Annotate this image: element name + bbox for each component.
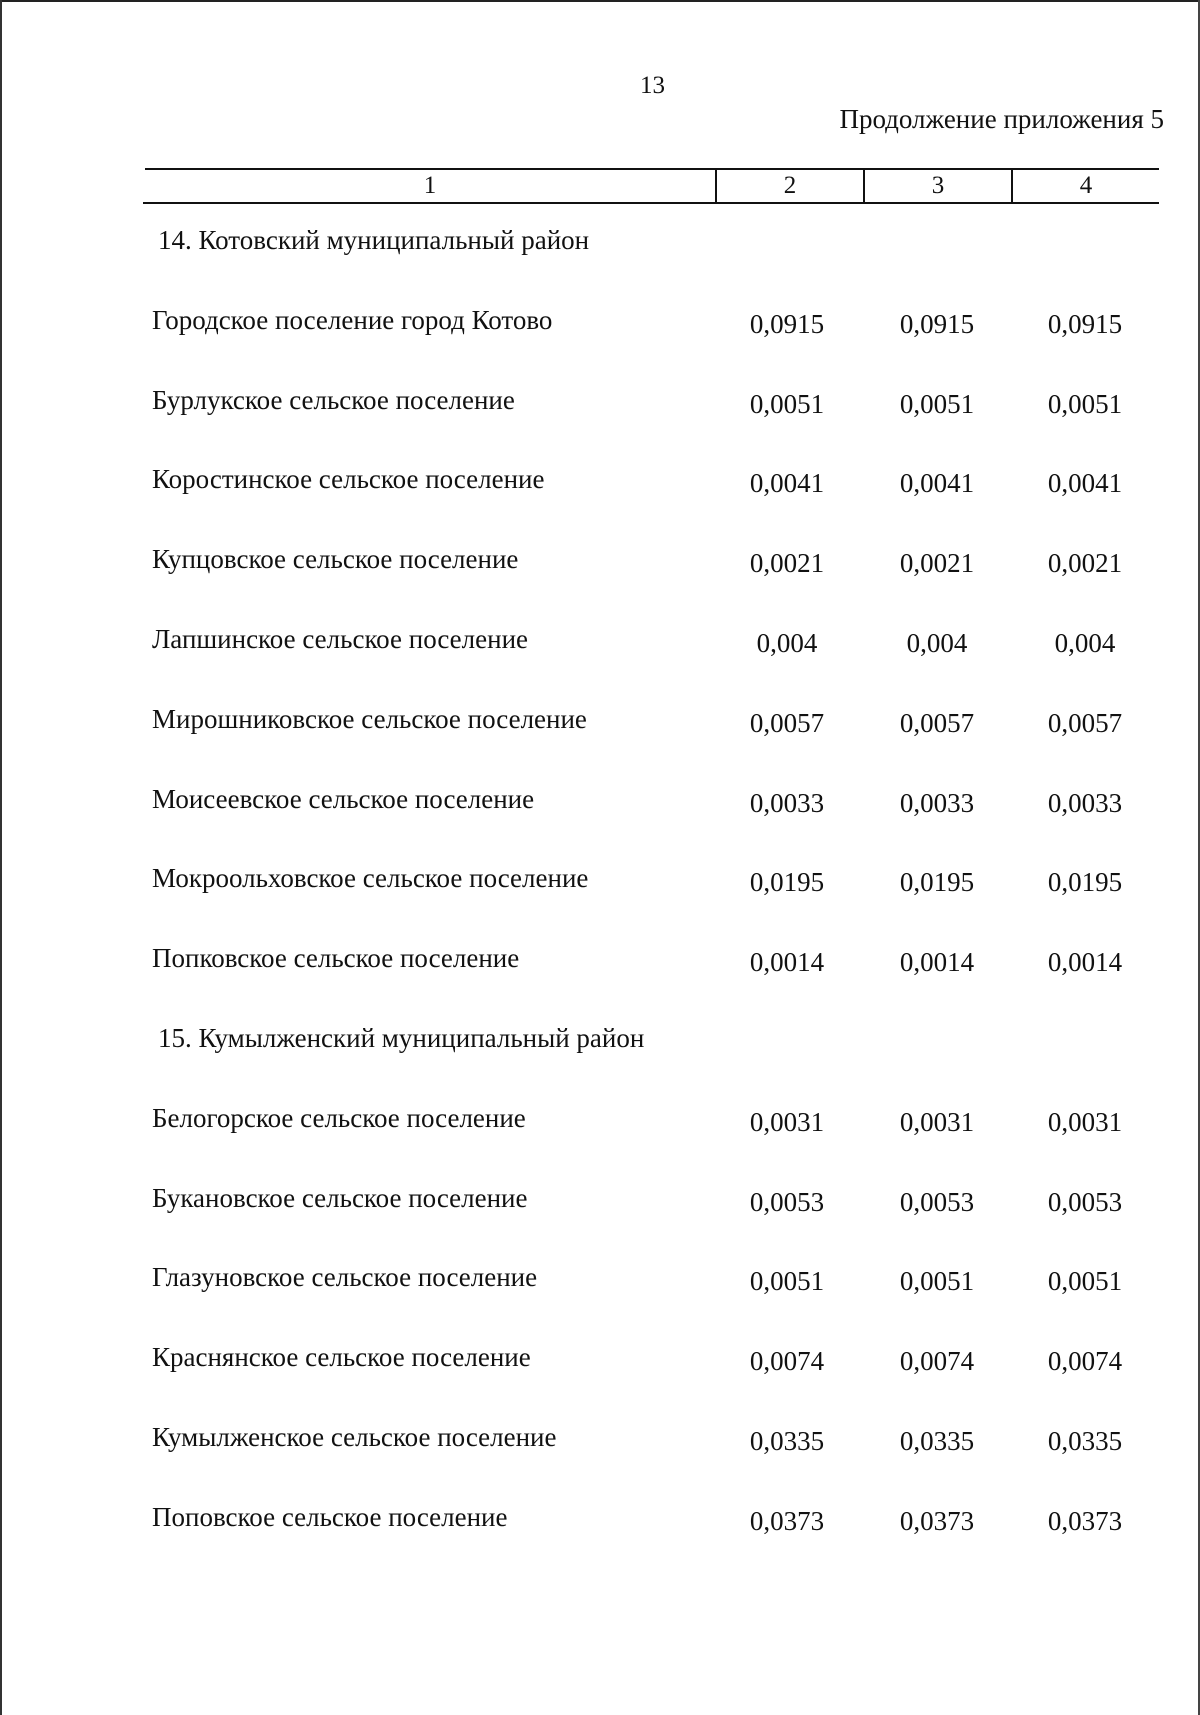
value-col-2: 0,004 [756, 628, 818, 658]
value-col-3: 0,0074 [899, 1346, 975, 1376]
table-row [0, 1342, 1200, 1382]
settlement-name: Кумылженское сельское поселение [152, 1422, 557, 1452]
settlement-name: Городское поселение город Котово [152, 305, 553, 335]
settlement-name: Мирошниковское сельское поселение [152, 704, 587, 734]
value-col-4: 0,0033 [1047, 788, 1123, 818]
value-col-3: 0,0053 [899, 1187, 975, 1217]
value-col-3: 0,0051 [899, 1266, 975, 1296]
value-col-2: 0,0051 [749, 1266, 825, 1296]
settlement-name: Моисеевское сельское поселение [152, 784, 535, 814]
table-row [0, 943, 1200, 983]
settlement-name: Белогорское сельское поселение [152, 1103, 526, 1133]
settlement-name: Лапшинское сельское поселение [152, 624, 529, 654]
value-col-3: 0,0195 [899, 867, 975, 897]
table-row [0, 464, 1200, 504]
value-col-2: 0,0041 [749, 468, 825, 498]
value-col-3: 0,0051 [899, 389, 975, 419]
value-col-4: 0,0074 [1047, 1346, 1123, 1376]
settlement-name: Мокроольховское сельское поселение [152, 863, 589, 893]
value-col-4: 0,0051 [1047, 389, 1123, 419]
value-col-3: 0,0014 [899, 947, 975, 977]
value-col-4: 0,0195 [1047, 867, 1123, 897]
value-col-3: 0,0373 [899, 1506, 975, 1536]
table-row [0, 1262, 1200, 1302]
value-col-4: 0,0373 [1047, 1506, 1123, 1536]
district-name: 14. Котовский муниципальный район [158, 225, 590, 255]
value-col-3: 0,0335 [899, 1426, 975, 1456]
value-col-3: 0,0033 [899, 788, 975, 818]
value-col-2: 0,0057 [749, 708, 825, 738]
value-col-2: 0,0014 [749, 947, 825, 977]
value-col-4: 0,0051 [1047, 1266, 1123, 1296]
value-col-4: 0,0021 [1047, 548, 1123, 578]
value-col-4: 0,0031 [1047, 1107, 1123, 1137]
settlement-name: Попковское сельское поселение [152, 943, 520, 973]
value-col-2: 0,0031 [749, 1107, 825, 1137]
table-row [0, 704, 1200, 744]
district-name: 15. Кумылженский муниципальный район [158, 1023, 645, 1053]
value-col-2: 0,0915 [749, 309, 825, 339]
header-bottom-rule [143, 202, 1159, 204]
column-header-2: 2 [783, 172, 797, 199]
value-col-3: 0,004 [906, 628, 968, 658]
value-col-2: 0,0021 [749, 548, 825, 578]
value-col-4: 0,0014 [1047, 947, 1123, 977]
table-row [0, 1183, 1200, 1223]
settlement-name: Глазуновское сельское поселение [152, 1262, 538, 1292]
value-col-4: 0,0053 [1047, 1187, 1123, 1217]
value-col-4: 0,0335 [1047, 1426, 1123, 1456]
continuation-label: Продолжение приложения 5 [839, 104, 1164, 134]
column-header-1: 1 [423, 172, 437, 199]
settlement-name: Бурлукское сельское поселение [152, 385, 515, 415]
settlement-name: Краснянское сельское поселение [152, 1342, 531, 1372]
value-col-4: 0,0041 [1047, 468, 1123, 498]
column-header-3: 3 [931, 172, 945, 199]
table-row [0, 1502, 1200, 1542]
value-col-2: 0,0335 [749, 1426, 825, 1456]
table-row [0, 1422, 1200, 1462]
value-col-3: 0,0915 [899, 309, 975, 339]
table-row [0, 544, 1200, 584]
value-col-4: 0,0057 [1047, 708, 1123, 738]
value-col-4: 0,0915 [1047, 309, 1123, 339]
page-number: 13 [640, 72, 665, 99]
table-row [0, 385, 1200, 425]
value-col-2: 0,0195 [749, 867, 825, 897]
value-col-2: 0,0033 [749, 788, 825, 818]
value-col-2: 0,0053 [749, 1187, 825, 1217]
settlement-name: Купцовское сельское поселение [152, 544, 519, 574]
table-row [0, 1103, 1200, 1143]
settlement-name: Коростинское сельское поселение [152, 464, 545, 494]
table-row [0, 784, 1200, 824]
section-heading [0, 1023, 1200, 1063]
value-col-3: 0,0057 [899, 708, 975, 738]
scan-edge-top [0, 0, 1200, 2]
value-col-2: 0,0051 [749, 389, 825, 419]
value-col-3: 0,0031 [899, 1107, 975, 1137]
table-row [0, 863, 1200, 903]
value-col-3: 0,0021 [899, 548, 975, 578]
table-row [0, 624, 1200, 664]
header-top-rule [145, 168, 1159, 170]
settlement-name: Букановское сельское поселение [152, 1183, 528, 1213]
settlement-name: Поповское сельское поселение [152, 1502, 508, 1532]
value-col-3: 0,0041 [899, 468, 975, 498]
section-heading [0, 225, 1200, 265]
table-header [145, 168, 1159, 206]
value-col-4: 0,004 [1054, 628, 1116, 658]
table-row [0, 305, 1200, 345]
value-col-2: 0,0074 [749, 1346, 825, 1376]
column-header-4: 4 [1079, 172, 1093, 199]
value-col-2: 0,0373 [749, 1506, 825, 1536]
